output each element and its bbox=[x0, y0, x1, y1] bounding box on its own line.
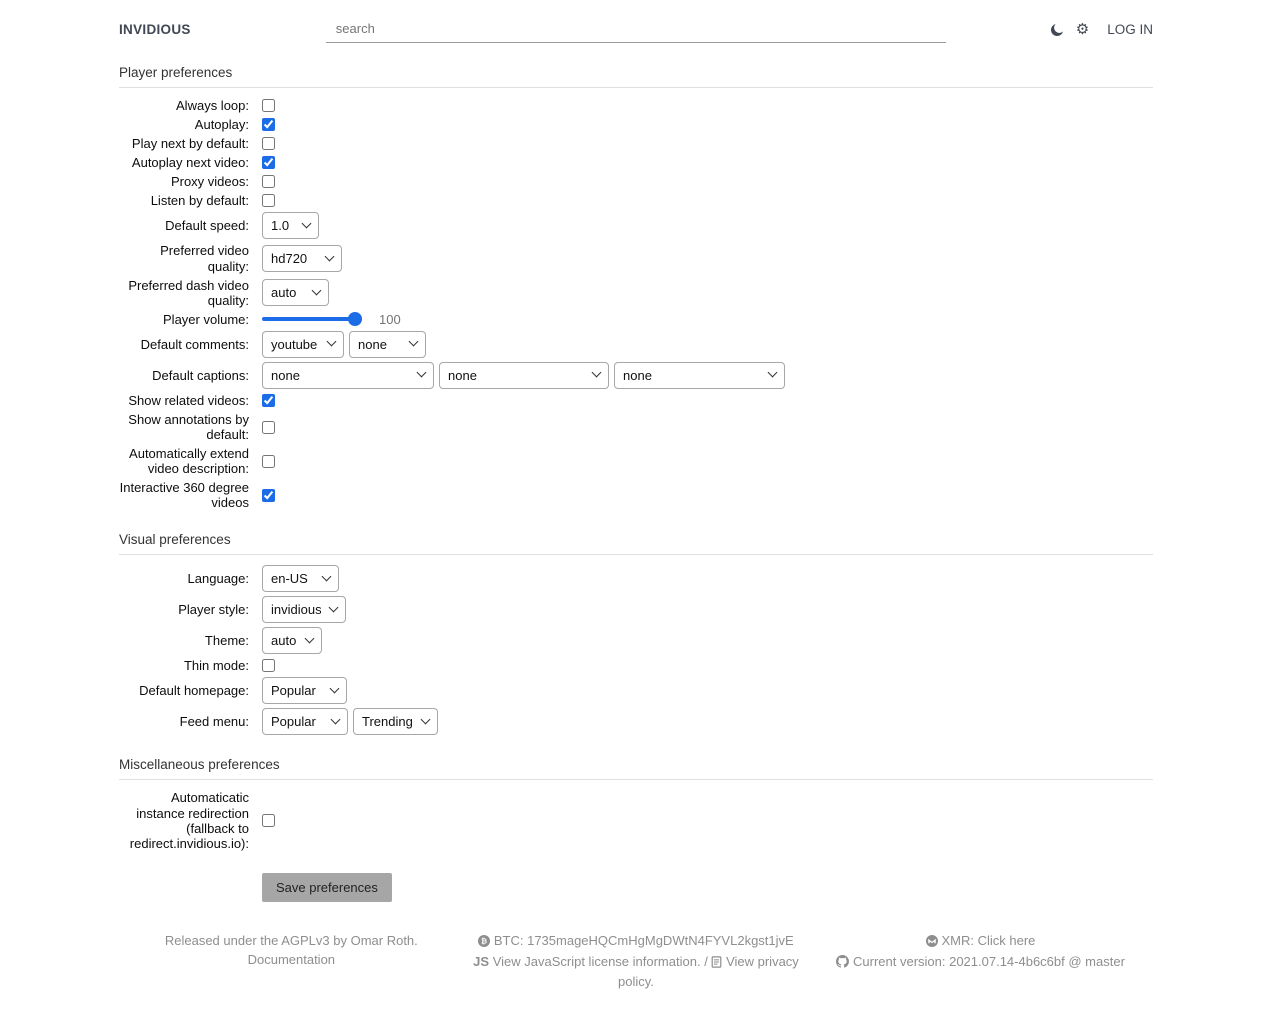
login-link[interactable]: LOG IN bbox=[1107, 22, 1153, 37]
feed-menu-label: Feed menu: bbox=[179, 714, 249, 730]
pref-row-play-next bbox=[119, 136, 1153, 151]
save-preferences-button[interactable]: Save preferences bbox=[262, 873, 392, 902]
captions-select-1[interactable] bbox=[262, 362, 434, 389]
play-next-checkbox[interactable] bbox=[262, 137, 275, 150]
quality-dash-select-wrap bbox=[262, 279, 329, 306]
feed-menu-select-1[interactable] bbox=[262, 708, 348, 735]
pref-row-quality bbox=[119, 243, 1153, 273]
play-next-label: Play next by default: bbox=[131, 136, 249, 152]
pref-row-autoplay-next bbox=[119, 155, 1153, 170]
xmr-icon bbox=[926, 934, 938, 953]
navbar-search bbox=[326, 16, 946, 43]
volume-slider[interactable] bbox=[262, 312, 362, 326]
svg-text:₿: ₿ bbox=[481, 936, 488, 946]
top-navbar bbox=[119, 0, 1153, 43]
extend-desc-label: Automatically extend video description: bbox=[129, 446, 249, 477]
speed-select-wrap bbox=[262, 212, 319, 239]
section-title-player: Player preferences bbox=[119, 65, 1153, 88]
extend-desc-checkbox[interactable] bbox=[262, 455, 275, 468]
quality-label: Preferred video quality: bbox=[160, 243, 249, 274]
proxy-videos-label: Proxy videos: bbox=[170, 174, 249, 190]
autoplay-next-checkbox[interactable] bbox=[262, 156, 275, 169]
auto-redirect-label: Automaticatic instance redirection (fallback to redirect.invidious.io): bbox=[129, 790, 249, 851]
version-text: Current version: 2021.07.14-4b6c6bf @ master bbox=[853, 953, 1125, 969]
speed-select[interactable] bbox=[262, 212, 319, 239]
pref-row-annotations bbox=[119, 412, 1153, 442]
captions-select2-wrap bbox=[439, 362, 609, 389]
search-input[interactable] bbox=[326, 16, 946, 43]
autoplay-checkbox[interactable] bbox=[262, 118, 275, 131]
thin-mode-checkbox[interactable] bbox=[262, 659, 275, 672]
pref-row-homepage bbox=[119, 677, 1153, 704]
volume-value: 100 bbox=[379, 311, 401, 327]
moon-icon[interactable] bbox=[1050, 23, 1064, 37]
captions-select-2[interactable] bbox=[439, 362, 609, 389]
gear-icon[interactable]: ⚙︎ bbox=[1075, 21, 1090, 38]
footer-license-text: Released under the AGPLv3 by Omar Roth. bbox=[164, 932, 418, 948]
feed-menu-select2-wrap bbox=[353, 708, 438, 735]
related-checkbox[interactable] bbox=[262, 394, 275, 407]
quality-dash-label: Preferred dash video quality: bbox=[128, 277, 249, 308]
annotations-label: Show annotations by default: bbox=[128, 411, 249, 443]
locale-select[interactable] bbox=[262, 565, 339, 592]
quality-select[interactable] bbox=[262, 245, 342, 272]
volume-label: Player volume: bbox=[163, 311, 249, 327]
navbar-right bbox=[946, 22, 1153, 37]
comments-select1-wrap bbox=[262, 331, 344, 358]
vr-mode-checkbox[interactable] bbox=[262, 489, 275, 502]
footer-right bbox=[808, 932, 1153, 993]
brand-link[interactable]: INVIDIOUS bbox=[119, 22, 191, 37]
theme-select-wrap bbox=[262, 627, 322, 654]
pref-row-related bbox=[119, 393, 1153, 408]
quality-dash-select[interactable] bbox=[262, 279, 329, 306]
comments-label: Default comments: bbox=[140, 336, 249, 352]
pref-row-quality-dash bbox=[119, 278, 1153, 308]
feed-menu-select-2[interactable] bbox=[353, 708, 438, 735]
locale-select-wrap bbox=[262, 565, 339, 592]
listen-label: Listen by default: bbox=[150, 193, 249, 209]
pref-row-thin-mode bbox=[119, 658, 1153, 673]
js-icon: JS bbox=[473, 953, 490, 969]
pref-row-captions bbox=[119, 362, 1153, 389]
captions-select3-wrap bbox=[614, 362, 785, 389]
speed-label: Default speed: bbox=[165, 218, 249, 234]
autoplay-next-label: Autoplay next video: bbox=[131, 155, 249, 171]
comments-select2-wrap bbox=[349, 331, 426, 358]
theme-label: Theme: bbox=[204, 633, 249, 649]
privacy-policy-link[interactable]: View privacy policy. bbox=[618, 953, 799, 990]
homepage-label: Default homepage: bbox=[139, 683, 249, 699]
vr-mode-label: Interactive 360 degree videos bbox=[119, 480, 249, 511]
pref-row-player-style bbox=[119, 596, 1153, 623]
pref-row-always-loop bbox=[119, 98, 1153, 113]
pref-row-speed bbox=[119, 212, 1153, 239]
pref-row-comments bbox=[119, 331, 1153, 358]
btc-address-text: BTC: 1735mageHQCmHgMgDWtN4FYVL2kgst1jvE bbox=[493, 932, 794, 948]
feed-menu-select1-wrap bbox=[262, 708, 348, 735]
auto-redirect-checkbox[interactable] bbox=[262, 814, 275, 827]
player-style-select[interactable] bbox=[262, 596, 346, 623]
captions-label: Default captions: bbox=[152, 367, 249, 383]
captions-select-3[interactable] bbox=[614, 362, 785, 389]
homepage-select[interactable] bbox=[262, 677, 347, 704]
documentation-link[interactable]: Documentation bbox=[247, 951, 336, 967]
locale-label: Language: bbox=[187, 571, 249, 587]
pref-row-volume bbox=[119, 312, 1153, 327]
captions-select1-wrap bbox=[262, 362, 434, 389]
pref-row-vr-mode bbox=[119, 480, 1153, 510]
player-preferences-section bbox=[119, 98, 1153, 510]
pref-row-autoplay bbox=[119, 117, 1153, 132]
btc-icon bbox=[478, 934, 490, 953]
xmr-link[interactable]: Click here bbox=[977, 932, 1036, 948]
footer-left bbox=[119, 932, 464, 993]
misc-preferences-section bbox=[119, 790, 1153, 901]
section-title-visual: Visual preferences bbox=[119, 532, 1153, 555]
autoplay-label: Autoplay: bbox=[194, 117, 249, 133]
section-title-misc: Miscellaneous preferences bbox=[119, 757, 1153, 780]
proxy-videos-checkbox[interactable] bbox=[262, 175, 275, 188]
homepage-select-wrap bbox=[262, 677, 347, 704]
pref-row-feed-menu bbox=[119, 708, 1153, 735]
github-icon bbox=[836, 955, 849, 974]
comments-select-1[interactable] bbox=[262, 331, 344, 358]
theme-select[interactable] bbox=[262, 627, 322, 654]
xmr-label: XMR: bbox=[941, 932, 974, 948]
player-style-select-wrap bbox=[262, 596, 346, 623]
pref-row-proxy-videos bbox=[119, 174, 1153, 189]
annotations-checkbox[interactable] bbox=[262, 421, 275, 434]
page-container bbox=[119, 0, 1153, 1010]
pref-row-locale bbox=[119, 565, 1153, 592]
pref-row-listen bbox=[119, 193, 1153, 208]
js-license-link[interactable]: View JavaScript license information. bbox=[492, 953, 701, 969]
related-label: Show related videos: bbox=[128, 392, 249, 408]
quality-select-wrap bbox=[262, 245, 342, 272]
navbar-left bbox=[119, 22, 326, 37]
privacy-doc-icon bbox=[711, 955, 722, 974]
page-footer bbox=[119, 932, 1153, 1010]
listen-checkbox[interactable] bbox=[262, 194, 275, 207]
footer-separator: / bbox=[704, 953, 708, 969]
player-style-label: Player style: bbox=[178, 602, 249, 618]
comments-select-2[interactable] bbox=[349, 331, 426, 358]
visual-preferences-section bbox=[119, 565, 1153, 735]
thin-mode-label: Thin mode: bbox=[183, 658, 249, 674]
pref-row-theme bbox=[119, 627, 1153, 654]
always-loop-checkbox[interactable] bbox=[262, 99, 275, 112]
footer-center bbox=[464, 932, 809, 993]
pref-row-extend-desc bbox=[119, 446, 1153, 476]
always-loop-label: Always loop: bbox=[176, 98, 249, 113]
pref-row-auto-redirect bbox=[119, 790, 1153, 850]
